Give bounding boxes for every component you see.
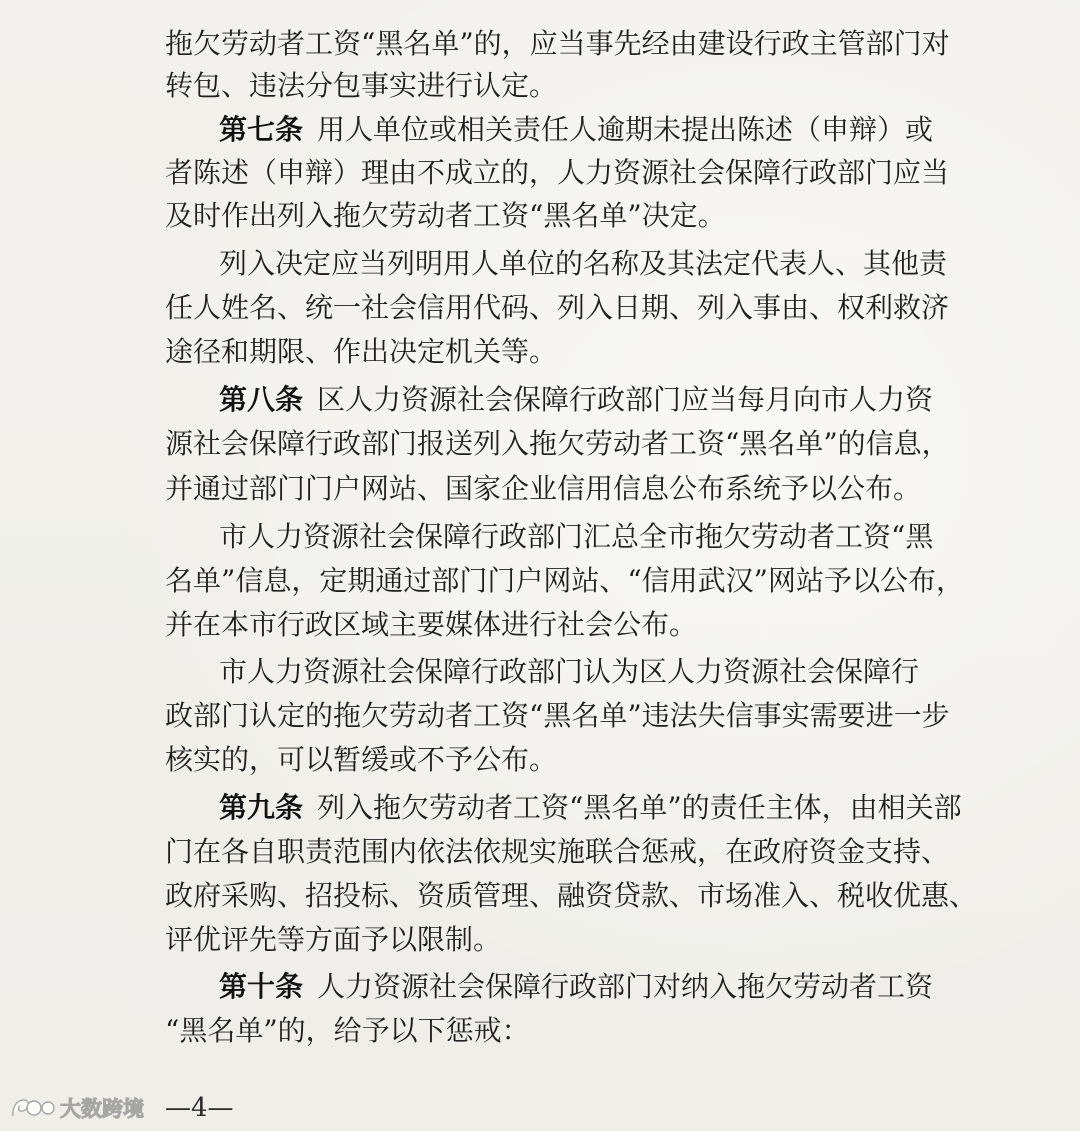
text-line: 者陈述（申辩）理由不成立的，人力资源社会保障行政部门应当	[165, 156, 950, 189]
page-number: —4—	[165, 1093, 234, 1123]
text-line: 门在各自职责范围内依法依规实施联合惩戒，在政府资金支持、	[165, 835, 950, 868]
text-line: 核实的，可以暂缓或不予公布。	[165, 743, 558, 776]
text-line: 列入决定应当列明用人单位的名称及其法定代表人、其他责	[219, 247, 948, 280]
text-line: 市人力资源社会保障行政部门认为区人力资源社会保障行	[219, 655, 920, 688]
article-heading: 第九条	[219, 791, 304, 824]
text-line: 途径和期限、作出决定机关等。	[165, 335, 558, 368]
watermark-text: 大数跨境	[60, 1097, 144, 1121]
text-line: 源社会保障行政部门报送列入拖欠劳动者工资“黑名单”的信息，	[165, 427, 950, 460]
text-line: 名单”信息，定期通过部门门户网站、“信用武汉”网站予以公布，	[165, 564, 964, 597]
text-line: 及时作出列入拖欠劳动者工资“黑名单”决定。	[165, 199, 726, 232]
watermark	[10, 1093, 144, 1123]
text-line: 转包、违法分包事实进行认定。	[165, 69, 558, 102]
text-line: “黑名单”的，给予以下惩戒：	[165, 1014, 530, 1047]
article-text: 区人力资源社会保障行政部门应当每月向市人力资	[317, 383, 934, 416]
article-10-line	[219, 967, 933, 1007]
article-7-line	[219, 110, 933, 150]
article-heading: 第七条	[219, 113, 304, 146]
article-text: 人力资源社会保障行政部门对纳入拖欠劳动者工资	[317, 970, 934, 1003]
article-heading: 第八条	[219, 383, 304, 416]
text-line: 任人姓名、统一社会信用代码、列入日期、列入事由、权利救济	[165, 291, 950, 324]
article-text: 用人单位或相关责任人逾期未提出陈述（申辩）或	[317, 113, 934, 146]
text-line: 评优评先等方面予以限制。	[165, 923, 502, 956]
text-line: 并在本市行政区域主要媒体进行社会公布。	[165, 608, 698, 641]
text-line: 政部门认定的拖欠劳动者工资“黑名单”违法失信事实需要进一步	[165, 699, 950, 732]
dashu-logo-icon	[10, 1094, 56, 1122]
text-line: 并通过部门门户网站、国家企业信用信息公布系统予以公布。	[165, 472, 922, 505]
text-line: 市人力资源社会保障行政部门汇总全市拖欠劳动者工资“黑	[219, 520, 934, 553]
text-line: 政府采购、招投标、资质管理、融资贷款、市场准入、税收优惠、	[165, 879, 978, 912]
article-heading: 第十条	[219, 970, 304, 1003]
article-8-line	[219, 380, 933, 420]
article-9-line	[219, 788, 962, 828]
text-line: 拖欠劳动者工资“黑名单”的，应当事先经由建设行政主管部门对	[165, 27, 950, 60]
article-text: 列入拖欠劳动者工资“黑名单”的责任主体，由相关部	[317, 791, 962, 824]
